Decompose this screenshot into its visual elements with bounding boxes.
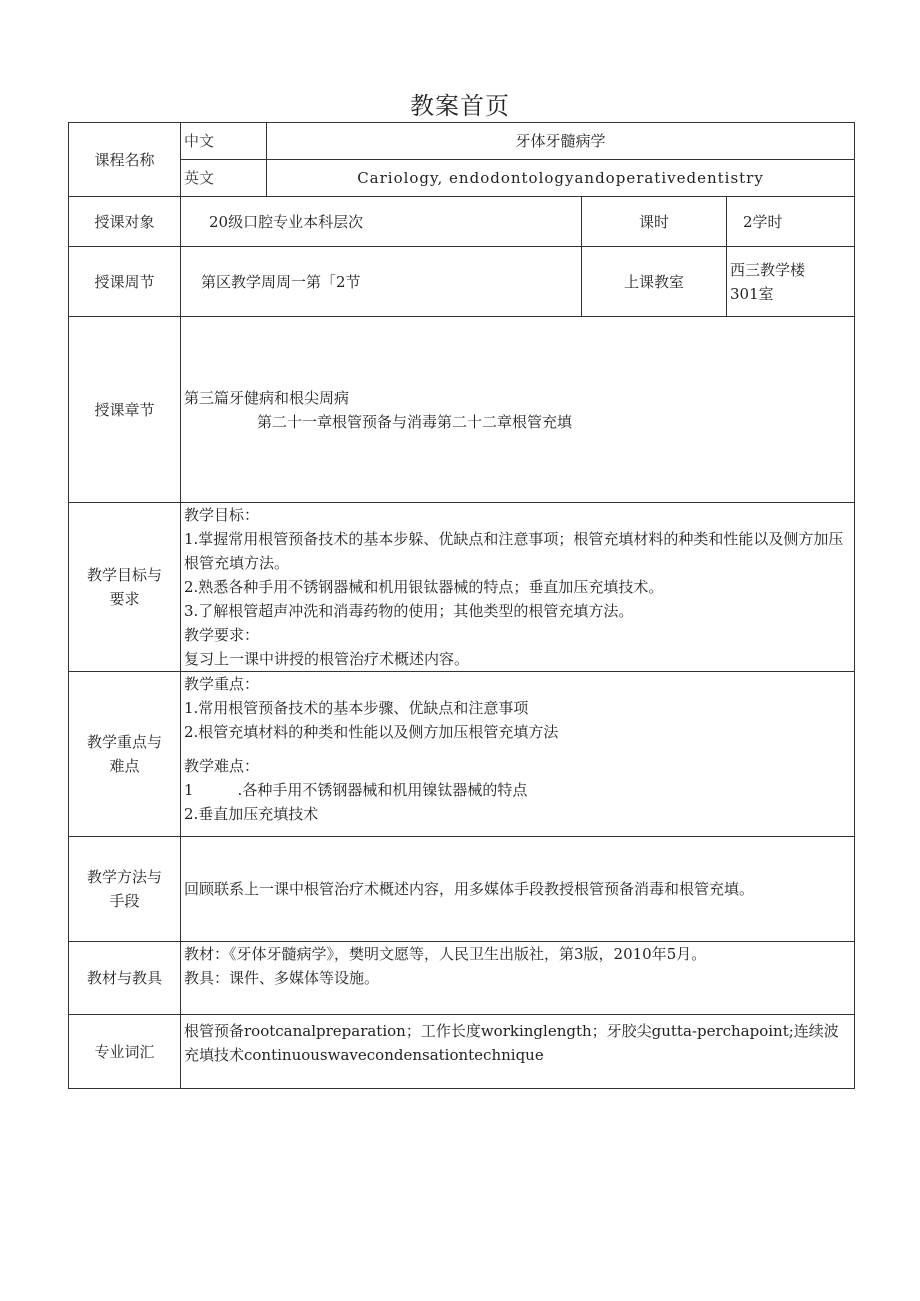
goals-req-heading: 教学要求： <box>184 626 260 644</box>
course-name-label: 课程名称 <box>69 123 181 197</box>
vocab-row <box>69 1015 855 1089</box>
goals-label-line2: 要求 <box>109 590 140 608</box>
keypoints-diff1-num: 1 <box>184 781 194 799</box>
course-en-label: 英文 <box>181 160 267 197</box>
methods-label-line2: 手段 <box>109 892 140 910</box>
week-value: 第区教学周周一第「2节 <box>181 247 582 317</box>
hours-value: 2学时 <box>727 197 855 247</box>
goals-item1: 1.掌握常用根管预备技术的基本步躲、优缺点和注意事项；根管充填材料的种类和性能以及侧方加压根管充填方法。 <box>184 530 844 572</box>
materials-line1: 教材：《牙体牙髓病学》，樊明文愿等，人民卫生出版社，第3版，2010年5月。 <box>184 945 707 963</box>
materials-line2: 教具：课件、多媒体等设施。 <box>184 969 380 987</box>
keypoints-diff-heading: 教学难点： <box>184 757 260 775</box>
keypoints-row <box>69 672 855 837</box>
keypoints-item2: 2.根管充填材料的种类和性能以及侧方加压根管充填方法 <box>184 723 559 741</box>
materials-content <box>181 942 855 1015</box>
lesson-plan-table <box>68 122 855 1089</box>
audience-value: 20级口腔专业本科层次 <box>181 197 582 247</box>
hours-label: 课时 <box>582 197 727 247</box>
keypoints-item1: 1.常用根管预备技术的基本步骤、优缺点和注意事项 <box>184 699 529 717</box>
goals-heading: 教学目标： <box>184 506 260 524</box>
methods-label-line1: 教学方法与 <box>86 868 162 886</box>
materials-label: 教材与教具 <box>69 942 181 1015</box>
room-value-line1: 西三教学楼 <box>730 260 806 279</box>
keypoints-label-line2: 难点 <box>109 757 140 775</box>
room-value <box>727 247 855 317</box>
goals-item3: 3.了解根管超声冲洗和消毒药物的使用；其他类型的根管充填方法。 <box>184 602 634 620</box>
methods-label <box>69 837 181 942</box>
chapter-label: 授课章节 <box>69 317 181 503</box>
week-label: 授课周节 <box>69 247 181 317</box>
course-name-row-en <box>69 160 855 197</box>
materials-row <box>69 942 855 1015</box>
vocab-text: 根管预备rootcanalpreparation；工作长度workinglength；牙胶尖gutta-perchapoint;连续波充填技术continuouswavecondensationtechnique <box>181 1015 855 1089</box>
keypoints-diff2: 2.垂直加压充填技术 <box>184 805 319 823</box>
vocab-label: 专业词汇 <box>69 1015 181 1089</box>
methods-row <box>69 837 855 942</box>
keypoints-diff1-text: .各种手用不锈钢器械和机用镍钛器械的特点 <box>237 781 528 799</box>
methods-text: 回顾联系上一课中根管治疗术概述内容，用多媒体手段教授根管预备消毒和根管充填。 <box>181 837 855 942</box>
goals-row <box>69 503 855 672</box>
room-value-line2: 301室 <box>730 284 774 303</box>
goals-item2: 2.熟悉各种手用不锈钢器械和机用银钛器械的特点；垂直加压充填技术。 <box>184 578 664 596</box>
goals-content <box>181 503 855 672</box>
chapter-row <box>69 317 855 503</box>
chapter-line2: 第二十一章根管预备与消毒第二十二章根管充填 <box>257 412 573 431</box>
keypoints-heading: 教学重点： <box>184 675 260 693</box>
chapter-line1: 第三篇牙健病和根尖周病 <box>184 388 350 407</box>
course-cn-label: 中文 <box>181 123 267 160</box>
goals-label <box>69 503 181 672</box>
course-en-value: Cariology, endodontologyandoperativedentistry <box>267 160 855 197</box>
keypoints-content <box>181 672 855 837</box>
chapter-content <box>181 317 855 503</box>
keypoints-diff1 <box>184 778 851 802</box>
goals-req-text: 复习上一课中讲授的根管治疗术概述内容。 <box>184 650 470 668</box>
page-title: 教案首页 <box>410 92 510 120</box>
room-label: 上课教室 <box>582 247 727 317</box>
goals-label-line1: 教学目标与 <box>86 566 162 584</box>
keypoints-label-line1: 教学重点与 <box>86 733 162 751</box>
audience-row <box>69 197 855 247</box>
course-name-row-cn <box>69 123 855 160</box>
keypoints-label <box>69 672 181 837</box>
course-cn-value: 牙体牙髓病学 <box>267 123 855 160</box>
audience-label: 授课对象 <box>69 197 181 247</box>
week-row <box>69 247 855 317</box>
